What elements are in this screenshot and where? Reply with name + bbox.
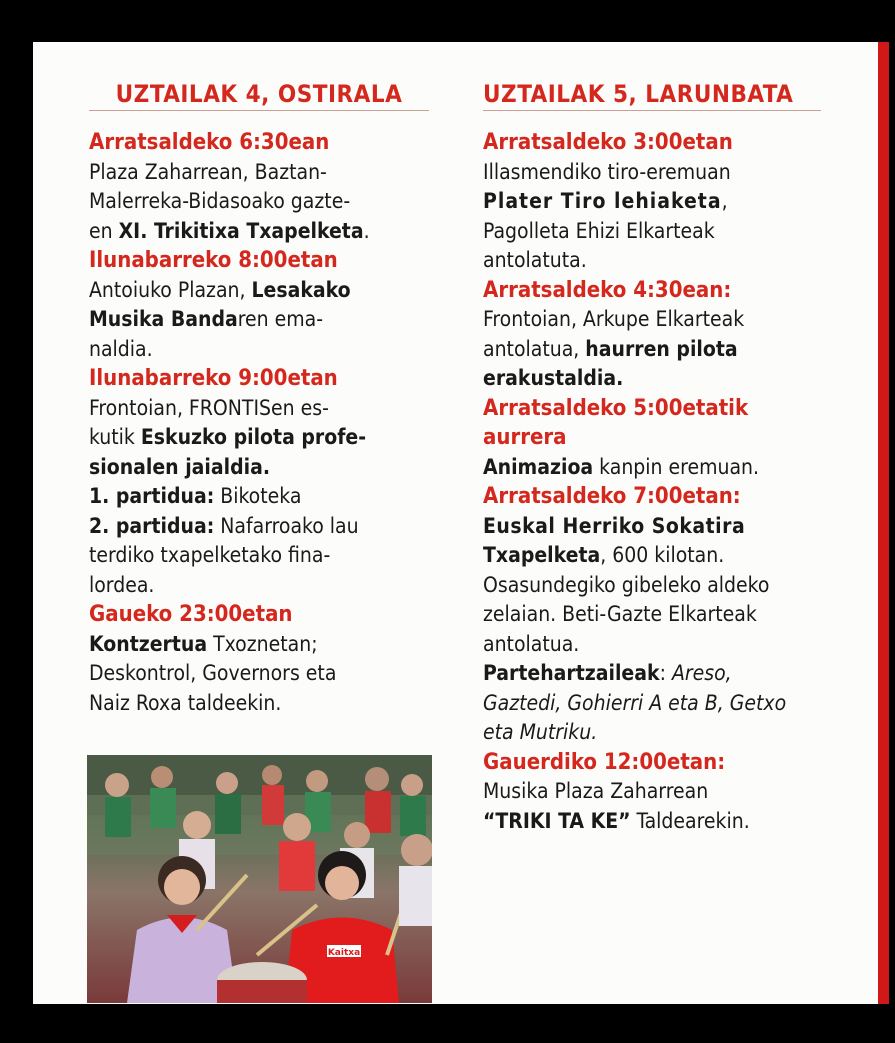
event-right-1 bbox=[483, 128, 823, 276]
event-line: eta Mutriku. bbox=[483, 720, 598, 744]
event-line: sionalen jaialdia. bbox=[89, 454, 271, 479]
event-line: Plater Tiro lehiaketa, bbox=[483, 189, 728, 213]
event-line: Plaza Zaharrean, Baztan- bbox=[89, 159, 327, 184]
event-left-3 bbox=[89, 364, 432, 600]
festival-photo bbox=[87, 755, 432, 1003]
left-column bbox=[89, 80, 432, 718]
right-day-heading: UZTAILAK 5, LARUNBATA bbox=[483, 80, 821, 111]
right-column bbox=[483, 80, 823, 836]
event-right-5 bbox=[483, 748, 823, 837]
event-line: antolatuta. bbox=[483, 248, 587, 272]
event-line: Antoiuko Plazan, Lesakako bbox=[89, 277, 351, 302]
event-right-2 bbox=[483, 276, 823, 394]
event-line: erakustaldia. bbox=[483, 366, 624, 390]
event-line: kutik Eskuzko pilota profe- bbox=[89, 425, 367, 449]
event-line: zelaian. Beti-Gazte Elkarteak bbox=[483, 602, 757, 626]
event-time: Ilunabarreko 8:00etan bbox=[89, 248, 338, 273]
event-line: antolatua. bbox=[483, 631, 580, 656]
event-line: antolatua, haurren pilota bbox=[483, 336, 738, 361]
event-line: naldia. bbox=[89, 336, 153, 361]
event-line: Musika Bandaren ema- bbox=[89, 307, 324, 331]
event-time: Arratsaldeko 6:30ean bbox=[89, 130, 330, 155]
event-time: Ilunabarreko 9:00etan bbox=[89, 366, 338, 391]
red-edge-strip bbox=[878, 42, 889, 1004]
event-line: Illasmendiko tiro-eremuan bbox=[483, 159, 731, 184]
event-line: en XI. Trikitixa Txapelketa. bbox=[89, 218, 370, 243]
match-line: 2. partidua: Nafarroako lau bbox=[89, 513, 359, 538]
event-time: Gauerdiko 12:00etan: bbox=[483, 749, 726, 775]
event-time: Arratsaldeko 7:00etan: bbox=[483, 484, 741, 509]
event-line: Partehartzaileak: Areso, bbox=[483, 661, 732, 685]
match-line: 1. partidua: Bikoteka bbox=[89, 484, 302, 508]
event-line: Txapelketa, 600 kilotan. bbox=[483, 543, 725, 567]
event-time: Arratsaldeko 4:30ean: bbox=[483, 277, 732, 303]
event-line: Euskal Herriko Sokatira bbox=[483, 513, 746, 538]
event-time: Gaueko 23:00etan bbox=[89, 602, 293, 627]
event-line: Malerreka-Bidasoako gazte- bbox=[89, 189, 351, 213]
event-line: Kontzertua Txoznetan; bbox=[89, 631, 318, 656]
event-line: Frontoian, Arkupe Elkarteak bbox=[483, 307, 745, 331]
event-time-cont: aurrera bbox=[483, 425, 567, 450]
event-line: lordea. bbox=[89, 572, 155, 597]
event-right-4 bbox=[483, 482, 823, 748]
event-time: Arratsaldeko 3:00etan bbox=[483, 130, 733, 155]
event-line: Pagolleta Ehizi Elkarteak bbox=[483, 218, 715, 243]
event-left-4 bbox=[89, 600, 432, 718]
event-right-3 bbox=[483, 394, 823, 483]
event-line: Frontoian, FRONTISen es- bbox=[89, 395, 329, 420]
event-left-2 bbox=[89, 246, 432, 364]
festival-photo-drawing bbox=[87, 755, 432, 1003]
event-line: Osasundegiko gibeleko aldeko bbox=[483, 572, 770, 597]
event-time: Arratsaldeko 5:00etatik bbox=[483, 395, 749, 421]
shirt-logo: Kaitxa bbox=[327, 948, 361, 958]
event-left-1 bbox=[89, 128, 432, 246]
left-day-heading: UZTAILAK 4, OSTIRALA bbox=[89, 80, 429, 111]
event-line: Deskontrol, Governors eta bbox=[89, 661, 337, 685]
event-line: Naiz Roxa taldeekin. bbox=[89, 690, 282, 715]
event-line: terdiko txapelketako fina- bbox=[89, 543, 331, 567]
event-line: Gaztedi, Gohierri A eta B, Getxo bbox=[483, 690, 787, 715]
event-line: Musika Plaza Zaharrean bbox=[483, 779, 709, 803]
event-line: “TRIKI TA KE” Taldearekin. bbox=[483, 808, 750, 833]
event-line: Animazioa kanpin eremuan. bbox=[483, 454, 760, 479]
